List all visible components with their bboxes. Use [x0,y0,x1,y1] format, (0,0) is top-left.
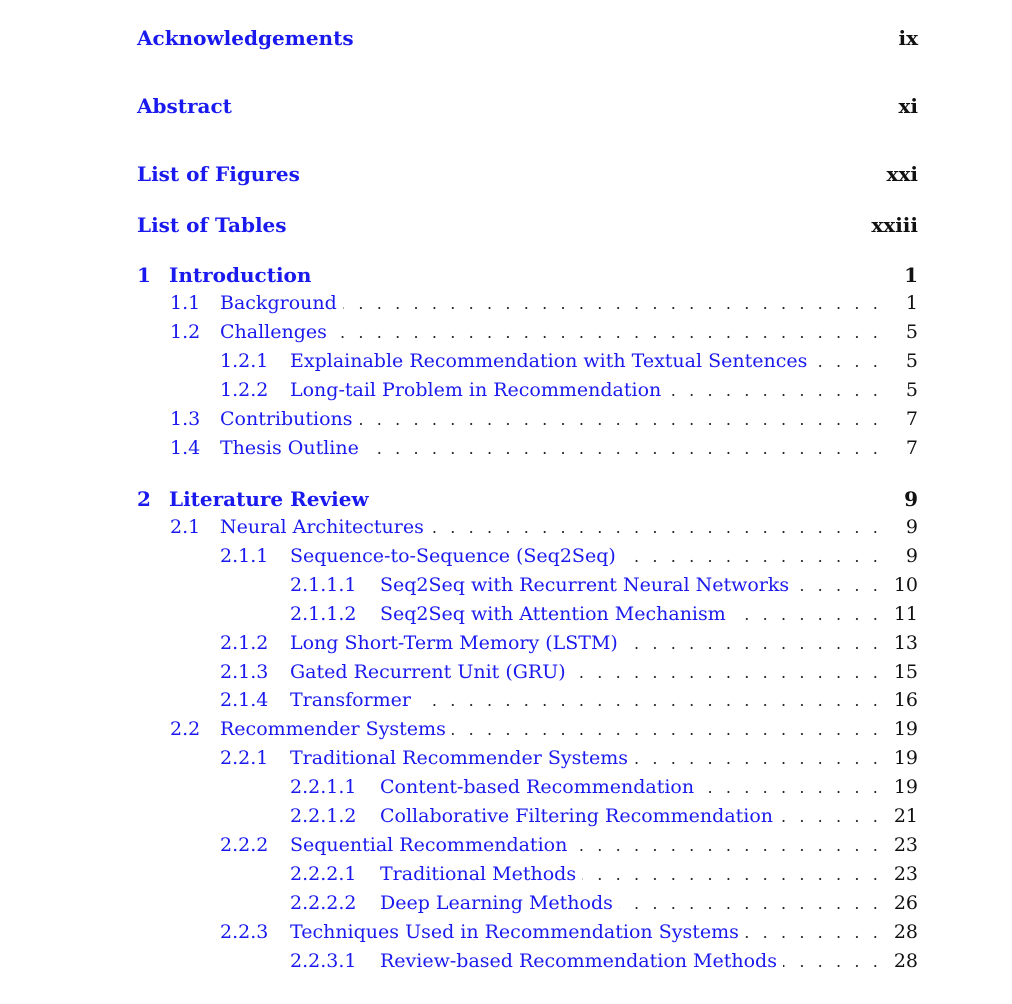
toc-entry[interactable] [170,294,918,313]
toc-entry-page: 28 [893,920,918,943]
toc-dot-leader [783,954,882,970]
toc-entry-title[interactable]: Challenges [220,320,327,343]
toc-entry-title[interactable]: Abstract [137,94,232,118]
toc-entry-page: 13 [893,631,918,654]
toc-entry-number[interactable]: 2.2.1.2 [290,805,357,827]
toc-dot-leader [333,325,882,341]
toc-entry-page: 15 [893,660,918,683]
toc-entry-title[interactable]: Recommender Systems [220,718,446,741]
toc-entry-page: 1 [904,263,918,287]
toc-dot-leader [622,549,882,565]
toc-entry-title[interactable]: Explainable Recommendation with Textual Sentences [290,349,808,372]
toc-entry[interactable] [170,518,918,537]
toc-entry-number[interactable]: 2.1.4 [220,689,269,712]
toc-entry[interactable] [220,920,918,943]
toc-entry[interactable] [137,489,918,509]
toc-entry[interactable] [290,891,918,914]
toc-dot-leader [813,354,882,370]
toc-entry-page: 11 [893,602,918,625]
toc-entry-page: 9 [905,516,918,538]
toc-dot-leader [732,607,882,623]
toc-entry[interactable] [290,949,918,972]
toc-entry-title[interactable]: Long-tail Problem in Recommendation [290,378,662,401]
toc-entry[interactable] [290,573,918,596]
toc-entry[interactable] [220,660,918,683]
toc-entry-title[interactable]: Thesis Outline [220,436,359,459]
toc-entry[interactable] [290,807,918,826]
toc-entry-title[interactable]: Acknowledgements [137,26,354,50]
toc-entry[interactable] [290,602,918,625]
toc-entry[interactable] [290,778,918,797]
toc-entry-page: 16 [893,689,918,712]
toc-dot-leader [343,296,882,312]
toc-entry-title[interactable]: Neural Architectures [220,516,424,538]
toc-entry-number[interactable]: 2.2.3 [220,920,269,943]
toc-entry[interactable] [220,749,918,768]
toc-entry-title[interactable]: Introduction [169,263,312,287]
toc-entry-title[interactable]: Traditional Methods [380,862,577,885]
toc-entry-page: 7 [905,436,918,459]
toc-entry-title[interactable]: Transformer [290,689,411,712]
toc-entry-page: 23 [893,862,918,885]
toc-entry-page: 26 [893,891,918,914]
toc-entry-number[interactable]: 2.1 [170,516,201,538]
toc-entry-title[interactable]: Collaborative Filtering Recommendation [380,805,774,827]
toc-entry-number[interactable]: 2.1.1.1 [290,573,357,596]
toc-entry[interactable] [137,164,918,184]
toc-dot-leader [619,896,882,912]
toc-entry-number[interactable]: 2.2 [170,718,201,741]
toc-entry-number[interactable]: 2.2.2 [220,833,269,856]
toc-entry[interactable] [220,631,918,654]
toc-dot-leader [667,383,882,399]
toc-dot-leader [700,780,882,796]
toc-entry-title[interactable]: Techniques Used in Recommendation Systems [290,920,739,943]
toc-entry[interactable] [220,378,918,401]
toc-entry-page: 19 [893,747,918,770]
toc-entry-page: 21 [893,805,918,827]
toc-dot-leader [452,722,882,738]
toc-entry-number[interactable]: 1.2.2 [220,378,269,401]
toc-dot-leader [359,412,882,428]
toc-dot-leader [582,867,882,883]
toc-entry-title[interactable]: Content-based Recommendation [380,776,695,799]
toc-dot-leader [779,809,882,825]
toc-entry[interactable] [170,320,918,343]
toc-entry-title[interactable]: Review-based Recommendation Methods [380,949,777,972]
toc-entry-page: ix [898,26,918,50]
toc-entry-number[interactable]: 1.1 [170,292,201,314]
toc-entry-title[interactable]: Contributions [220,407,353,430]
toc-entry-page: 5 [905,349,918,372]
toc-entry-title[interactable]: Sequential Recommendation [290,833,568,856]
toc-entry-title[interactable]: Seq2Seq with Attention Mechanism [380,602,726,625]
toc-dot-leader [572,665,882,681]
toc-entry[interactable] [220,833,918,856]
toc-entry-page: 7 [905,407,918,430]
toc-entry-number[interactable]: 2.1.2 [220,631,269,654]
toc-entry-title[interactable]: Background [220,292,337,314]
toc-entry-number[interactable]: 2.1.3 [220,660,269,683]
toc-entry-number[interactable]: 1 [137,263,151,287]
toc-dot-leader [417,693,882,709]
toc-entry[interactable] [170,720,918,739]
toc-entry-title[interactable]: List of Tables [137,213,287,237]
toc-entry[interactable] [137,28,918,48]
toc-entry-page: 5 [905,320,918,343]
toc-entry-title[interactable]: Literature Review [169,487,369,511]
toc-entry-page: xxi [886,162,918,186]
toc-dot-leader [634,751,882,767]
toc-entry-number[interactable]: 2 [137,487,151,511]
toc-entry-number[interactable]: 2.2.3.1 [290,949,357,972]
toc-entry-page: 28 [893,949,918,972]
toc-entry[interactable] [170,407,918,430]
toc-dot-leader [430,520,882,536]
toc-entry[interactable] [220,349,918,372]
toc-entry-page: 1 [905,292,918,314]
toc-entry[interactable] [290,862,918,885]
toc-entry-page: 9 [905,544,918,567]
toc-entry-title[interactable]: Deep Learning Methods [380,891,613,914]
toc-entry-page: 19 [893,718,918,741]
toc-entry[interactable] [137,215,918,235]
toc-entry-page: 9 [904,487,918,511]
toc-entry[interactable] [220,691,918,710]
toc-dot-leader [745,925,882,941]
toc-entry-title[interactable]: List of Figures [137,162,300,186]
toc-entry-title[interactable]: Traditional Recommender Systems [290,747,628,770]
toc-entry-title[interactable]: Sequence-to-Sequence (Seq2Seq) [290,544,616,567]
toc-entry-number[interactable]: 1.4 [170,436,201,459]
toc-entry-number[interactable]: 2.1.1 [220,544,269,567]
toc-dot-leader [624,636,882,652]
toc-entry-number[interactable]: 1.2.1 [220,349,269,372]
toc-entry-page: xxiii [871,213,918,237]
toc-entry-page: xi [898,94,918,118]
toc-entry-title[interactable]: Gated Recurrent Unit (GRU) [290,660,566,683]
toc-entry-number[interactable]: 2.2.2.2 [290,891,357,914]
toc-entry-number[interactable]: 2.2.1 [220,747,269,770]
toc-entry-page: 19 [893,776,918,799]
toc-entry-number[interactable]: 1.3 [170,407,201,430]
toc-entry-title[interactable]: Long Short-Term Memory (LSTM) [290,631,618,654]
toc-entry[interactable] [170,436,918,459]
toc-dot-leader [795,578,882,594]
toc-entry-title[interactable]: Seq2Seq with Recurrent Neural Networks [380,573,790,596]
toc-entry[interactable] [220,544,918,567]
toc-dot-leader [365,441,882,457]
toc-entry-number[interactable]: 2.2.2.1 [290,862,357,885]
toc-entry-page: 10 [893,573,918,596]
toc-entry-number[interactable]: 2.1.1.2 [290,602,357,625]
toc-entry-page: 5 [905,378,918,401]
toc-entry[interactable] [137,265,918,285]
toc-entry-page: 23 [893,833,918,856]
toc-entry-number[interactable]: 1.2 [170,320,201,343]
toc-entry[interactable] [137,96,918,116]
toc-dot-leader [573,838,882,854]
toc-entry-number[interactable]: 2.2.1.1 [290,776,357,799]
